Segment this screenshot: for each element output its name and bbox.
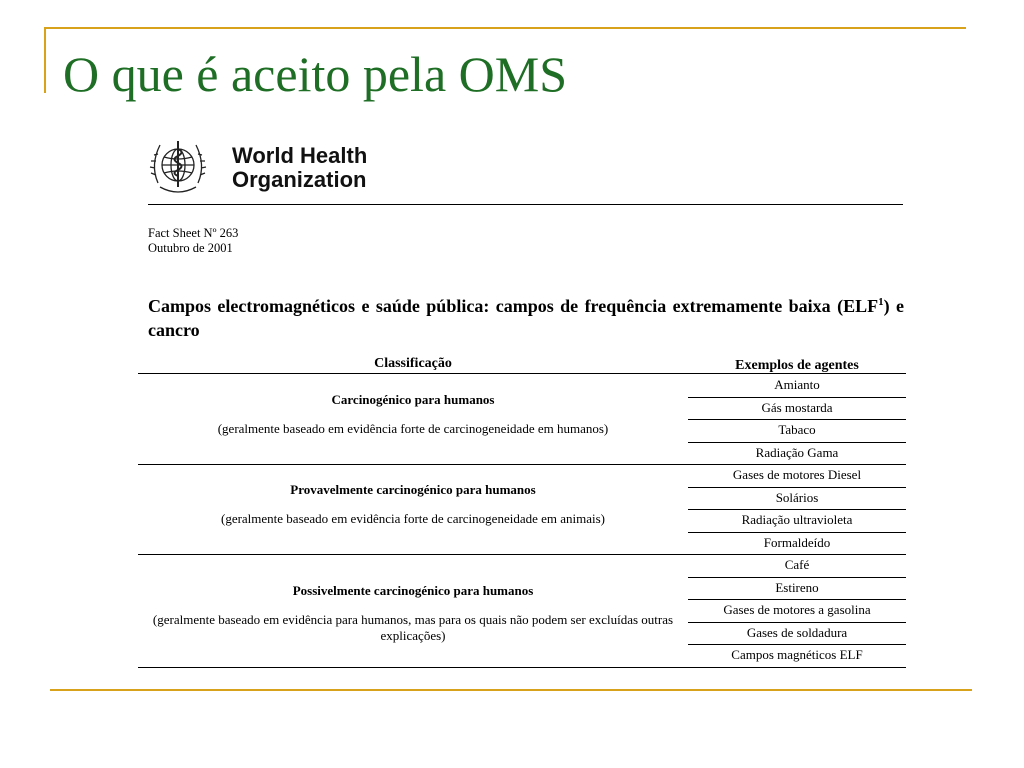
- fact-sheet-number: Fact Sheet Nº 263: [148, 226, 239, 240]
- agent-cell: Solários: [775, 489, 819, 505]
- agent-row-rule: [688, 599, 906, 600]
- agent-cell: Formaldeído: [763, 534, 831, 550]
- heading-footnote-mark: 1: [878, 296, 884, 308]
- group-rule: [138, 554, 906, 555]
- accent-line-top: [44, 27, 966, 29]
- accent-line-bottom: [50, 689, 972, 691]
- agent-cell: Campos magnéticos ELF: [731, 647, 863, 662]
- agent-cell: Gases de soldadura: [746, 624, 848, 640]
- slide-title: O que é aceito pela OMS: [63, 46, 568, 102]
- classification-desc: (geralmente baseado em evidência para humanos, mas para os quais não podem ser excluídas outras explicações): [152, 612, 674, 644]
- classification-name: Carcinogénico para humanos: [331, 392, 495, 407]
- agent-row-rule: [688, 397, 906, 398]
- agent-row-rule: [688, 442, 906, 443]
- agent-row-rule: [688, 622, 906, 623]
- agent-row-rule: [688, 419, 906, 420]
- classification-name: Possivelmente carcinogénico para humanos: [292, 583, 534, 599]
- fact-sheet-meta: [148, 226, 238, 256]
- accent-line-left: [44, 27, 46, 93]
- classification-name: Provavelmente carcinogénico para humanos: [290, 482, 536, 497]
- agent-cell: Café: [784, 557, 810, 572]
- agent-cell: Amianto: [774, 377, 820, 392]
- agent-row-rule: [688, 509, 906, 510]
- document-heading: [148, 290, 904, 342]
- agent-row-rule: [688, 577, 906, 578]
- agent-cell: Gases de motores Diesel: [732, 467, 862, 482]
- heading-tail: ) e cancro: [148, 296, 905, 340]
- agent-row-rule: [688, 532, 906, 533]
- agent-row-rule: [688, 487, 906, 488]
- agent-cell: Tabaco: [778, 422, 816, 437]
- classification-table: [138, 352, 906, 672]
- agent-cell: Gases de motores a gasolina: [723, 602, 871, 617]
- classification-desc: (geralmente baseado em evidência forte de carcinogeneidade em humanos): [217, 421, 609, 436]
- who-name-line1: World Health: [232, 143, 368, 168]
- header-examples: Exemplos de agentes: [735, 358, 859, 373]
- who-wordmark: [232, 144, 367, 192]
- agent-cell: Radiação ultravioleta: [741, 512, 853, 527]
- header-rule-left: [138, 373, 688, 374]
- header-classification: Classificação: [374, 356, 452, 371]
- heading-text: Campos electromagnéticos e saúde pública: campos de frequência extremamente baixa (ELF: [148, 296, 879, 316]
- agent-row-rule: [688, 644, 906, 645]
- fact-sheet-date: Outubro de 2001: [148, 241, 233, 255]
- who-name-line2: Organization: [232, 167, 367, 192]
- agent-cell: Estireno: [775, 579, 819, 595]
- classification-desc: (geralmente baseado em evidência forte de carcinogeneidade em animais): [220, 511, 606, 526]
- agent-cell: Gás mostarda: [761, 399, 833, 415]
- document-header-rule: [148, 204, 903, 205]
- group-rule: [138, 667, 906, 668]
- who-emblem-icon: [148, 135, 208, 201]
- header-rule-right: [688, 373, 906, 374]
- group-rule: [138, 464, 906, 465]
- agent-cell: Radiação Gama: [755, 444, 839, 460]
